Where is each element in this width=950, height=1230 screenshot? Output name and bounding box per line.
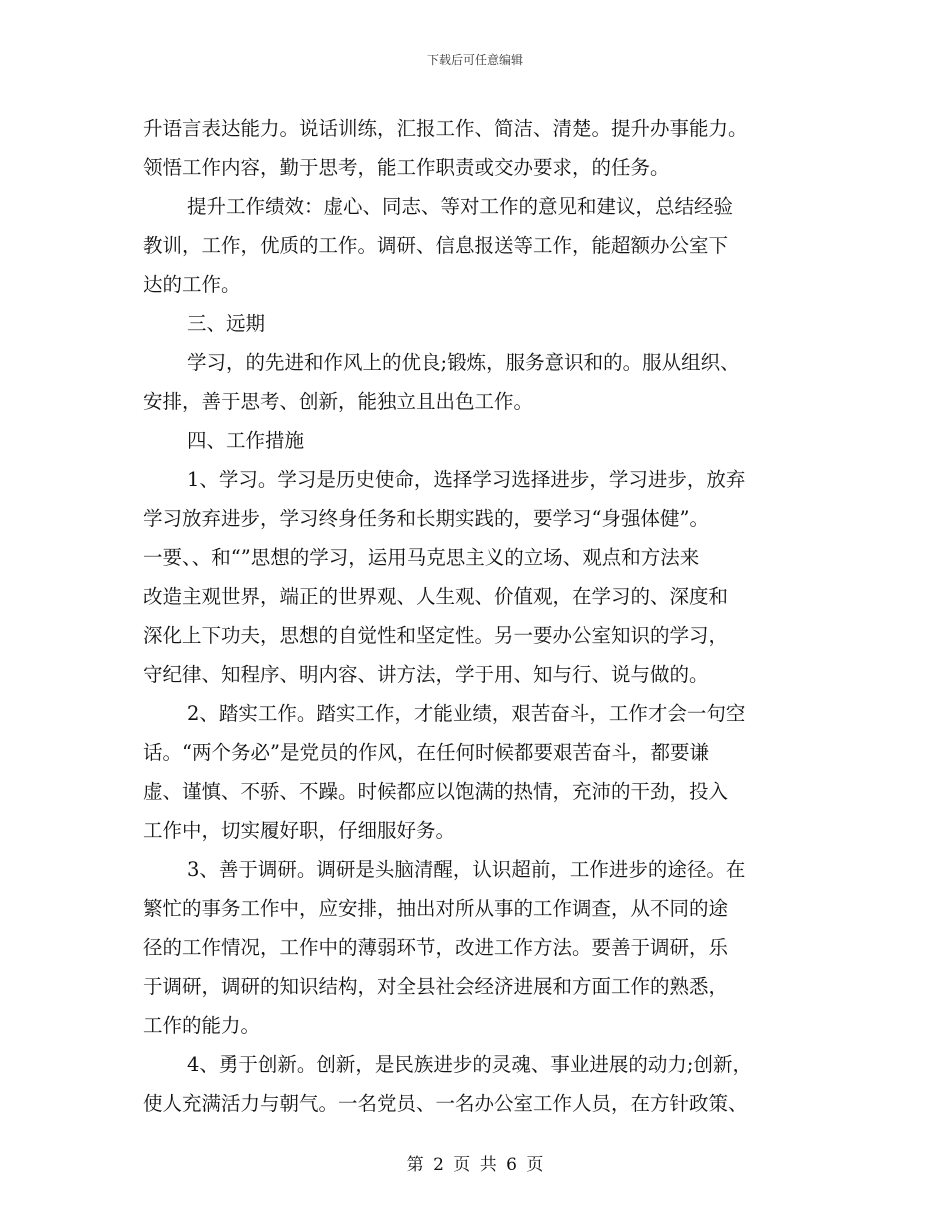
text-line: 学习，的先进和作风上的优良;锻炼，服务意识和的。服从组织、 [187, 351, 740, 374]
text-line: 四、工作措施 [187, 429, 305, 452]
text-line: 教训，工作，优质的工作。调研、信息报送等工作，能超额办公室下 [143, 234, 729, 257]
page-header: 下载后可任意编辑 [426, 53, 523, 67]
text-line: 工作中，切实履好职，仔细服好务。 [143, 819, 456, 842]
text-line: 使人充满活力与朝气。一名党员、一名办公室工作人员，在方针政策、 [143, 1092, 748, 1115]
text-line: 深化上下功夫，思想的自觉性和坚定性。另一要办公室知识的学习， [143, 624, 729, 647]
page-footer: 第 2 页 共 6 页 [406, 1155, 544, 1175]
text-line: 虚、谨慎、不骄、不躁。时候都应以饱满的热情，充沛的干劲，投入 [143, 780, 729, 803]
text-line: 三、远期 [187, 312, 266, 335]
text-line: 1、学习。学习是历史使命，选择学习选择进步，学习进步，放弃 [187, 468, 746, 491]
text-line: 守纪律、知程序、明内容、讲方法，学于用、知与行、说与做的。 [143, 663, 709, 686]
text-line: 2、踏实工作。踏实工作，才能业绩，艰苦奋斗，工作才会一句空 [187, 702, 746, 725]
text-line: 领悟工作内容，勤于思考，能工作职责或交办要求，的任务。 [143, 156, 670, 179]
text-line: 3、善于调研。调研是头脑清醒，认识超前，工作进步的途径。在 [187, 858, 746, 881]
text-line: 安排，善于思考、创新，能独立且出色工作。 [143, 390, 534, 413]
text-line: 学习放弃进步，学习终身任务和长期实践的，要学习“身强体健”。 [143, 507, 709, 530]
text-line: 提升工作绩效：虚心、同志、等对工作的意见和建议，总结经验 [187, 195, 734, 218]
text-line: 径的工作情况，工作中的薄弱环节，改进工作方法。要善于调研，乐 [143, 936, 729, 959]
text-line: 达的工作。 [143, 273, 241, 296]
text-line: 工作的能力。 [143, 1014, 261, 1037]
text-line: 于调研，调研的知识结构，对全县社会经济进展和方面工作的熟悉， [143, 975, 729, 998]
text-line: 升语言表达能力。说话训练，汇报工作、简洁、清楚。提升办事能力。 [143, 117, 748, 140]
text-line: 改造主观世界，端正的世界观、人生观、价值观，在学习的、深度和 [143, 585, 729, 608]
text-line: 4、勇于创新。创新，是民族进步的灵魂、事业进展的动力;创新， [187, 1053, 752, 1076]
text-line: 繁忙的事务工作中，应安排，抽出对所从事的工作调查，从不同的途 [143, 897, 729, 920]
document-body [143, 109, 813, 1123]
text-line: 话。“两个务必”是党员的作风，在任何时候都要艰苦奋斗，都要谦 [143, 741, 709, 764]
text-line: 一要、、和“”思想的学习，运用马克思主义的立场、观点和方法来 [143, 546, 700, 569]
